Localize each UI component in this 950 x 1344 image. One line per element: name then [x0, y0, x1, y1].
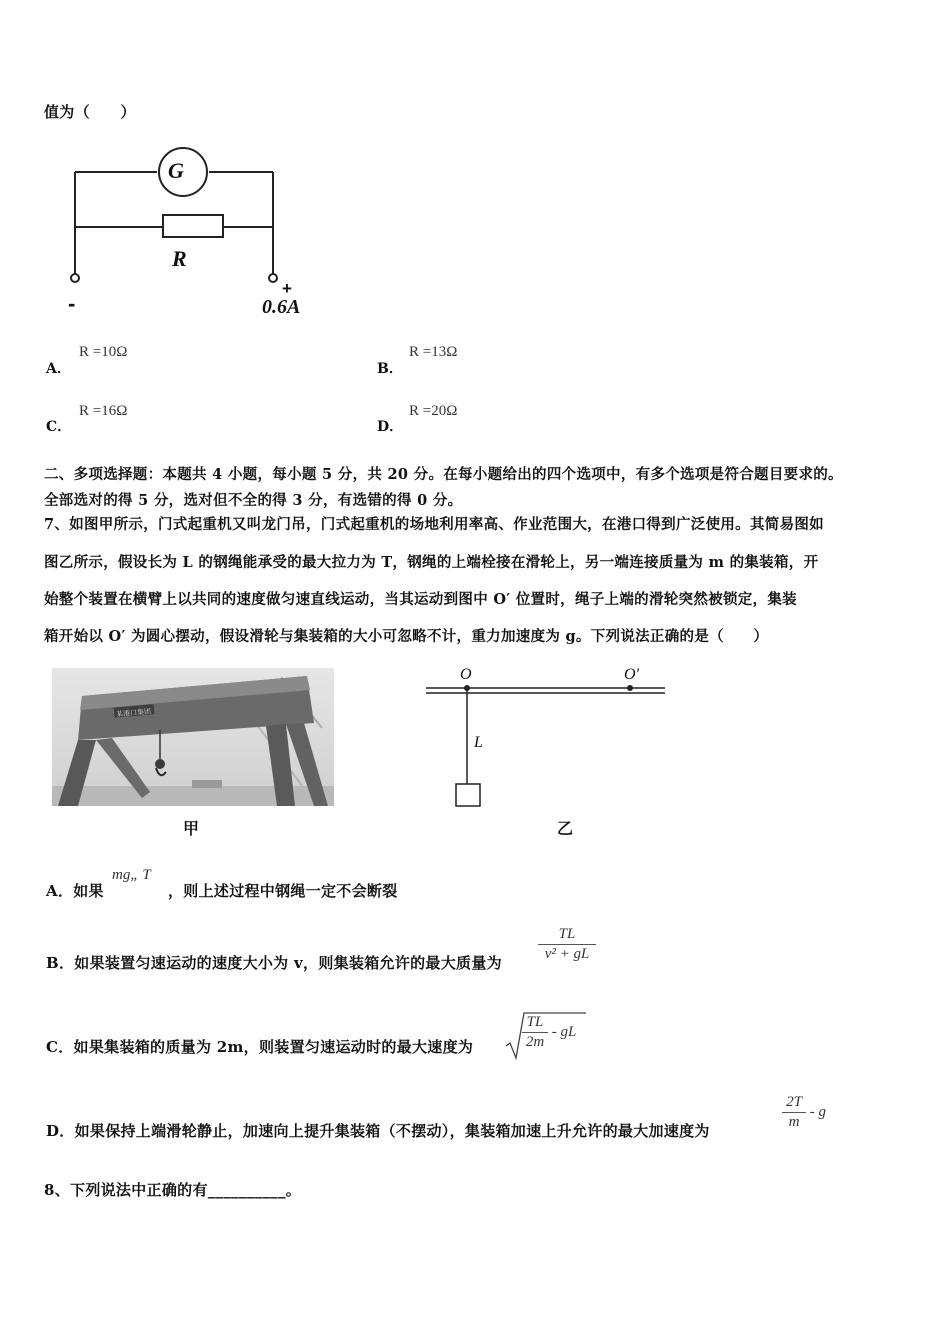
q7-line1: 7、如图甲所示，门式起重机又叫龙门吊，门式起重机的场地利用率高、作业范围大，在港口得到广泛使用。其简易图如 — [44, 516, 824, 533]
galvanometer-label: G — [168, 158, 184, 183]
option-a-label: A． — [46, 361, 71, 377]
q7-option-b-num: TL — [538, 926, 596, 945]
label-o: O — [460, 666, 472, 683]
option-d-label: D． — [377, 419, 404, 435]
label-l: L — [474, 734, 483, 751]
option-a-expr: R =10Ω — [79, 344, 128, 360]
plus-sign: + — [282, 279, 292, 298]
crane-photo — [52, 668, 334, 806]
terminal-minus — [71, 274, 79, 282]
q7-option-b-den: v² + gL — [544, 946, 590, 962]
section2-line1: 二、多项选择题：本题共 4 小题，每小题 5 分，共 20 分。在每小题给出的四个选项中，有多个选项是符合题目要求的。 — [44, 466, 843, 483]
crane-sign: 某港口集团 — [115, 707, 152, 719]
option-c-label: C． — [46, 419, 72, 435]
q7-option-a-expr: mg„ T — [112, 867, 151, 883]
terminal-plus — [269, 274, 277, 282]
q7-option-c-den: 2m — [525, 1034, 545, 1050]
label-o-prime: O′ — [624, 666, 640, 683]
q7-option-a-label: A．如果 — [46, 882, 104, 900]
q7-option-b-formula — [538, 926, 596, 963]
q7-option-d-label: D．如果保持上端滑轮静止，加速向上提升集装箱（不摆动），集装箱加速上升允许的最大加速度为 — [46, 1122, 710, 1140]
q7-line3: 始整个装置在横臂上以共同的速度做匀速直线运动，当其运动到图中 O′ 位置时，绳子上端的滑轮突然被锁定，集装 — [44, 591, 797, 608]
point-o-prime — [627, 685, 633, 691]
q7-option-d-num: 2T — [782, 1094, 806, 1113]
q7-option-c-formula — [522, 1014, 576, 1051]
section2-line2: 全部选对的得 5 分，选对但不全的得 3 分，有选错的得 0 分。 — [44, 492, 463, 509]
container-box — [456, 784, 480, 806]
minus-sign: - — [68, 291, 76, 316]
pendulum-schematic — [420, 664, 670, 814]
q7-option-a-text: ，则上述过程中钢绳一定不会断裂 — [168, 882, 398, 900]
option-b-label: B． — [377, 361, 403, 377]
q7-option-b-label: B．如果装置匀速运动的速度大小为 v，则集装箱允许的最大质量为 — [46, 954, 502, 972]
option-d-expr: R =20Ω — [409, 403, 458, 419]
resistor-symbol — [163, 215, 223, 237]
q6-tail: 值为（ ） — [44, 103, 136, 121]
q7-option-c-num: TL — [522, 1014, 548, 1033]
range-label: 0.6A — [262, 296, 301, 318]
option-b-expr: R =13Ω — [409, 344, 458, 360]
resistor-label: R — [172, 246, 187, 271]
option-c-expr: R =16Ω — [79, 403, 128, 419]
fig-left-caption: 甲 — [183, 819, 200, 838]
q7-option-c-tail: - gL — [551, 1024, 577, 1040]
q7-option-d-formula — [782, 1094, 826, 1131]
q7-line2: 图乙所示，假设长为 L 的钢绳能承受的最大拉力为 T，钢绳的上端栓接在滑轮上，另一端连接质量为 m 的集装箱，开 — [44, 554, 819, 571]
q7-line4: 箱开始以 O′ 为圆心摆动，假设滑轮与集装箱的大小可忽略不计，重力加速度为 g。下列说法正确的是（ ） — [44, 628, 769, 645]
q7-option-d-den: m — [788, 1114, 800, 1130]
q7-option-d-tail: - g — [809, 1104, 826, 1120]
q7-option-c-label: C．如果集装箱的质量为 2m，则装置匀速运动时的最大速度为 — [46, 1038, 474, 1056]
fig-right-caption: 乙 — [557, 819, 574, 838]
q8-text: 8、下列说法中正确的有__________。 — [44, 1181, 302, 1199]
